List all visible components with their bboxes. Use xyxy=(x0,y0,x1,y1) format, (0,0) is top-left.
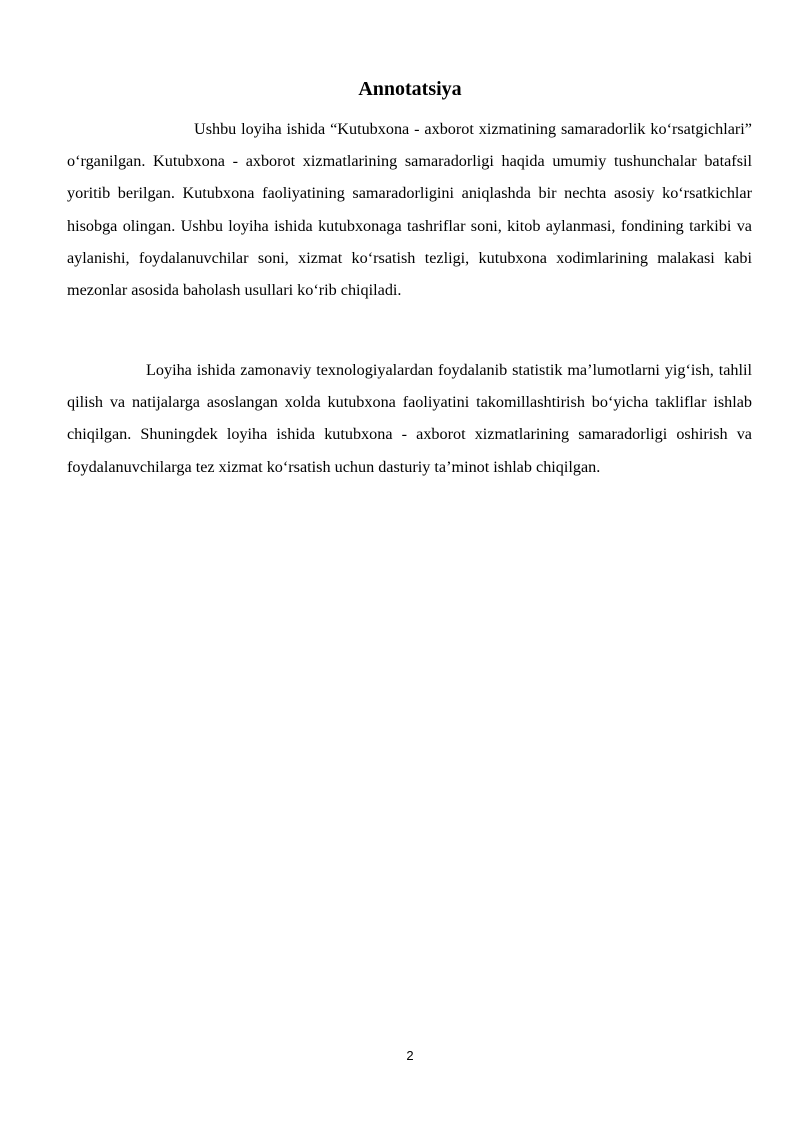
page-number: 2 xyxy=(406,1048,414,1063)
paragraph-1: Ushbu loyiha ishida “Kutubxona - axborot xizmatining samaradorlik ko‘rsatgichlari” o‘rganilgan. Kutubxona - axborot xizmatlarining samaradorligi haqida umumiy tushunchalar batafsil yoritib berilgan. Kutubxona faoliyatining samaradorligini aniqlashda bir nechta asosiy ko‘rsatkichlar hisobga olingan. Ushbu loyiha ishida kutubxonaga tashriflar soni, kitob aylanmasi, fondining tarkibi va aylanishi, foydalanuvchilar soni, xizmat ko‘rsatish tezligi, kutubxona xodimlarining malakasi kabi mezonlar asosida baholash usullari ko‘rib chiqiladi. xyxy=(67,120,752,300)
paragraph-2: Loyiha ishida zamonaviy texnologiyalardan foydalanib statistik ma’lumotlarni yig‘ish, tahlil qilish va natijalarga asoslangan xolda kutubxona faoliyatini takomillashtirish bo‘yicha takliflar ishlab chiqilgan. Shuningdek loyiha ishida kutubxona - axborot xizmatlarining samaradorligi oshirish va foydalanuvchilarga tez xizmat ko‘rsatish uchun dasturiy ta’minot ishlab chiqilgan. xyxy=(67,361,752,476)
page-title: Annotatsiya xyxy=(358,78,462,100)
